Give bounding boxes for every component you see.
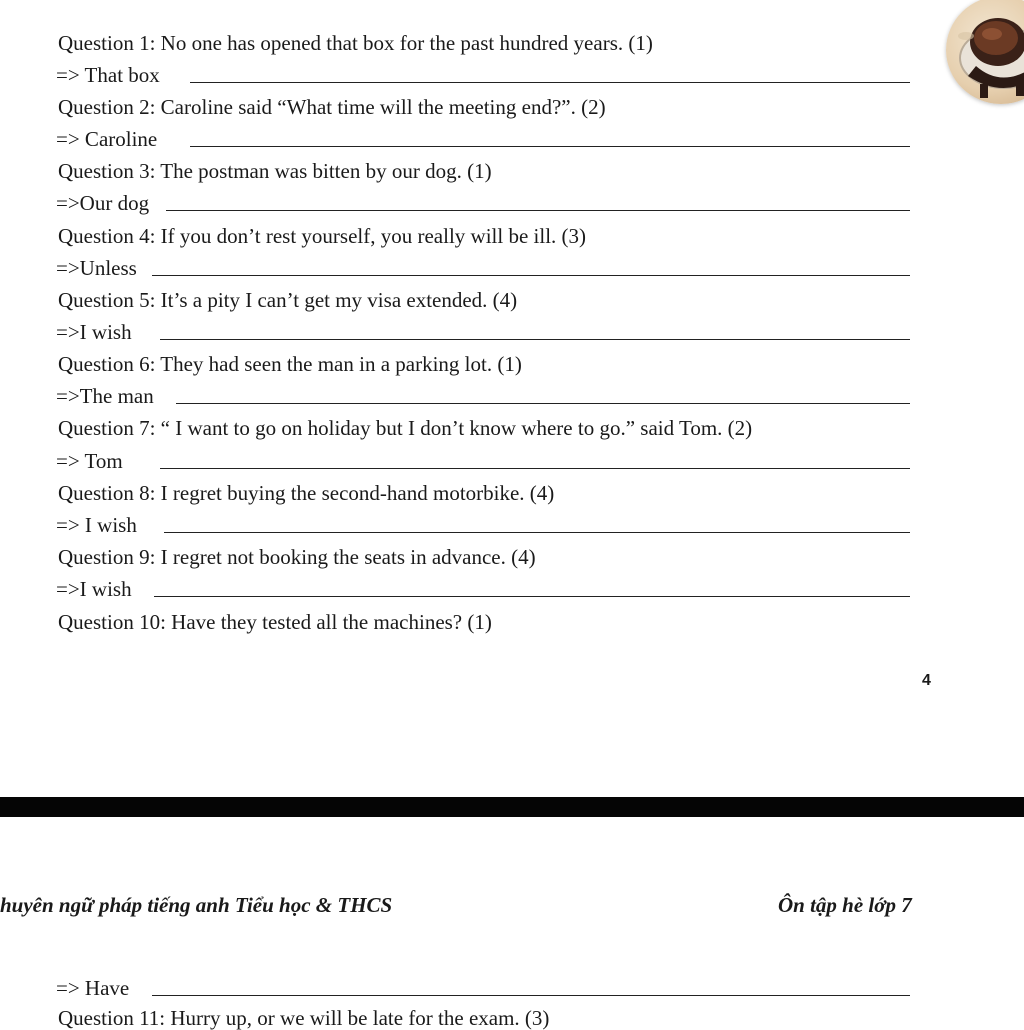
answer-line-10	[56, 976, 910, 1000]
question-11-partial: Question 11: Hurry up, or we will be late for the exam. (3)	[58, 1006, 550, 1030]
question-8: Question 8: I regret buying the second-hand motorbike. (4)	[58, 481, 555, 505]
question-10: Question 10: Have they tested all the machines? (1)	[58, 610, 492, 634]
answer-line-3	[56, 191, 910, 215]
question-5: Question 5: It’s a pity I can’t get my visa extended. (4)	[58, 288, 518, 312]
next-page-header-left: huyên ngữ pháp tiếng anh Tiểu học & THCS	[0, 893, 393, 917]
answer-line-9	[56, 577, 910, 601]
answer-prefix: =>The man	[56, 384, 154, 408]
answer-line-4	[56, 256, 910, 280]
answer-prefix: => That box	[56, 63, 160, 87]
answer-prefix: => Have	[56, 976, 130, 1000]
question-6: Question 6: They had seen the man in a parking lot. (1)	[58, 352, 522, 376]
answer-prefix: =>Unless	[56, 256, 137, 280]
answer-line-2	[56, 127, 910, 151]
answer-blank[interactable]	[164, 532, 910, 533]
answer-line-6	[56, 384, 910, 408]
answer-line-8	[56, 513, 910, 537]
answer-blank[interactable]	[152, 995, 910, 996]
question-9: Question 9: I regret not booking the seats in advance. (4)	[58, 545, 536, 569]
answer-prefix: =>Our dog	[56, 191, 150, 215]
answer-prefix: => Tom	[56, 449, 123, 473]
answer-blank[interactable]	[154, 596, 910, 597]
next-page-header-right: Ôn tập hè lớp 7	[778, 893, 912, 917]
coffee-cup-icon	[946, 0, 1024, 104]
answer-blank[interactable]	[160, 468, 910, 469]
answer-blank[interactable]	[190, 146, 910, 147]
answer-blank[interactable]	[160, 339, 910, 340]
answer-line-5	[56, 320, 910, 344]
answer-blank[interactable]	[152, 275, 910, 276]
answer-prefix: => I wish	[56, 513, 137, 537]
page-divider	[0, 797, 1024, 817]
answer-line-1	[56, 63, 910, 87]
answer-prefix: =>I wish	[56, 320, 132, 344]
answer-blank[interactable]	[190, 82, 910, 83]
answer-prefix: => Caroline	[56, 127, 158, 151]
answer-blank[interactable]	[176, 403, 910, 404]
question-2: Question 2: Caroline said “What time will the meeting end?”. (2)	[58, 95, 606, 119]
question-7: Question 7: “ I want to go on holiday but I don’t know where to go.” said Tom. (2)	[58, 416, 753, 440]
question-1: Question 1: No one has opened that box for the past hundred years. (1)	[58, 31, 653, 55]
page-number: 4	[922, 672, 931, 689]
answer-line-7	[56, 449, 910, 473]
question-3: Question 3: The postman was bitten by our dog. (1)	[58, 159, 492, 183]
answer-prefix: =>I wish	[56, 577, 132, 601]
question-4: Question 4: If you don’t rest yourself, you really will be ill. (3)	[58, 224, 587, 248]
answer-blank[interactable]	[166, 210, 910, 211]
